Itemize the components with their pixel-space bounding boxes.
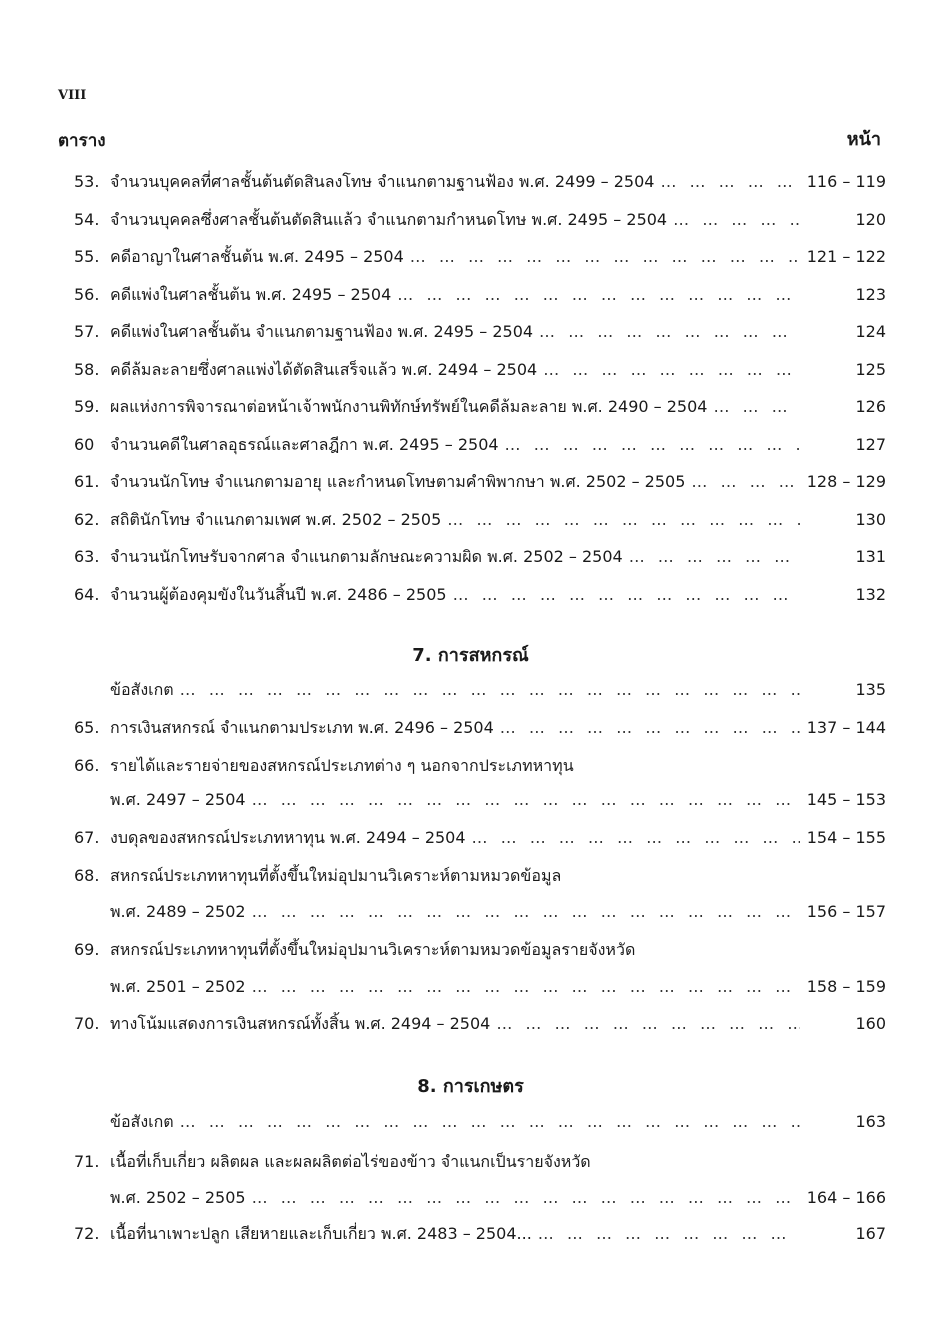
page-number: 163 (855, 1112, 886, 1131)
page-roman-numeral: VIII (58, 88, 87, 103)
column-header-page: หน้า (846, 129, 881, 150)
page-number: 127 (855, 434, 886, 454)
entry-number: 63. (74, 547, 100, 566)
entry-title: รายได้และรายจ่ายของสหกรณ์ประเภทต่าง ๆ นอกจากประเภทหาทุน (110, 756, 574, 775)
toc-entry-68-cont (74, 900, 886, 926)
page-number: 126 (855, 397, 886, 416)
entry-number: 57. (74, 322, 100, 341)
entry-title: สหกรณ์ประเภทหาทุนที่ตั้งขึ้นใหม่อุปมานวิเคราะห์ตามหมวดข้อมูลรายจังหวัด (110, 940, 636, 959)
entry-number: 68. (74, 866, 100, 885)
dot-leader (472, 828, 800, 847)
page-number: 160 (855, 1014, 886, 1033)
entry-title: สถิตินักโทษ จำแนกตามเพศ พ.ศ. 2502 – 2505 (110, 509, 442, 529)
entry-number: 60 (74, 434, 95, 454)
section-7-note-row (74, 678, 886, 704)
dot-leader (673, 210, 800, 229)
entry-title: การเงินสหกรณ์ จำแนกตามประเภท พ.ศ. 2496 – 2504 (110, 718, 494, 737)
entry-title: เนื้อที่เก็บเกี่ยว ผลิตผล และผลผลิตต่อไร่ของข้าว จำแนกเป็นรายจังหวัด (110, 1152, 591, 1171)
toc-entry-72 (74, 1222, 886, 1248)
toc-entry (74, 283, 886, 309)
dot-leader (397, 285, 800, 304)
page-number: 116 – 119 (806, 172, 886, 191)
entry-title: จำนวนคดีในศาลอุธรณ์และศาลฎีกา พ.ศ. 2495 – 2504 (110, 434, 499, 454)
entry-title: คดีล้มละลายซึ่งศาลแพ่งได้ตัดสินเสร็จแล้ว พ.ศ. 2494 – 2504 (110, 359, 538, 379)
entry-number: 56. (74, 284, 100, 304)
toc-entry-71-cont (74, 1186, 886, 1212)
toc-entry-66-cont (74, 788, 886, 814)
entry-number: 65. (74, 718, 100, 737)
page-number: 120 (855, 209, 886, 229)
toc-entry (74, 433, 886, 459)
entry-title: จำนวนนักโทษรับจากศาล จำแนกตามลักษณะความผิด พ.ศ. 2502 – 2504 (110, 547, 623, 566)
toc-entry-68 (74, 864, 886, 890)
toc-entry (74, 170, 886, 196)
dot-leader (543, 360, 800, 379)
page-number: 132 (855, 584, 886, 604)
toc-entry (74, 470, 886, 496)
toc-entry-67 (74, 826, 886, 852)
entry-title: ผลแห่งการพิจารณาต่อหน้าเจ้าพนักงานพิทักษ์ทรัพย์ในคดีล้มละลาย พ.ศ. 2490 – 2504 (110, 397, 708, 416)
entry-title: คดีแพ่งในศาลชั้นต้น พ.ศ. 2495 – 2504 (110, 284, 392, 304)
entry-title: คดีแพ่งในศาลชั้นต้น จำแนกตามฐานฟ้อง พ.ศ. 2495 – 2504 (110, 322, 534, 341)
dot-leader (660, 172, 800, 191)
page-number: 137 – 144 (806, 718, 886, 737)
dot-leader (180, 1112, 800, 1131)
page-number: 156 – 157 (806, 902, 886, 921)
page-number: 121 – 122 (806, 247, 886, 266)
entry-title-continued: พ.ศ. 2501 – 2502 (110, 977, 246, 996)
dot-leader (453, 585, 800, 604)
page-number: 125 (855, 359, 886, 379)
toc-entry-65 (74, 716, 886, 742)
entry-title: จำนวนบุคคลที่ศาลชั้นต้นตัดสินลงโทษ จำแนกตามฐานฟ้อง พ.ศ. 2499 – 2504 (110, 172, 655, 191)
dot-leader (500, 718, 800, 737)
entry-number: 62. (74, 509, 100, 529)
toc-entry-69 (74, 938, 886, 964)
dot-leader (180, 680, 800, 699)
toc-entry-70 (74, 1012, 886, 1038)
page-number: 131 (855, 547, 886, 566)
entry-number: 71. (74, 1152, 100, 1171)
page-number: 123 (855, 284, 886, 304)
entry-title-continued: พ.ศ. 2497 – 2504 (110, 790, 246, 809)
entry-number: 55. (74, 247, 100, 266)
dot-leader (447, 510, 800, 529)
page-number: 145 – 153 (806, 790, 886, 809)
dot-leader (252, 902, 800, 921)
dot-leader (496, 1014, 800, 1033)
section-7-title: 7. การสหกรณ์ (412, 645, 529, 666)
toc-entry-69-cont (74, 975, 886, 1001)
note-label: ข้อสังเกต (110, 1112, 174, 1131)
section-8-note-row (74, 1110, 886, 1136)
dot-leader (538, 1224, 800, 1243)
entry-title: สหกรณ์ประเภทหาทุนที่ตั้งขึ้นใหม่อุปมานวิเคราะห์ตามหมวดข้อมูล (110, 866, 562, 885)
entry-number: 53. (74, 172, 100, 191)
dot-leader (410, 247, 800, 266)
entry-number: 67. (74, 828, 100, 847)
entry-title: ทางโน้มแสดงการเงินสหกรณ์ทั้งสิ้น พ.ศ. 2494 – 2504 (110, 1014, 491, 1033)
entry-number: 58. (74, 359, 100, 379)
toc-entry (74, 545, 886, 571)
entry-number: 72. (74, 1224, 100, 1243)
toc-entry-71 (74, 1150, 886, 1176)
entry-title: คดีอาญาในศาลชั้นต้น พ.ศ. 2495 – 2504 (110, 247, 404, 266)
entry-number: 70. (74, 1014, 100, 1033)
dot-leader (539, 322, 800, 341)
entry-title: งบดุลของสหกรณ์ประเภทหาทุน พ.ศ. 2494 – 2504 (110, 828, 466, 847)
section-8-title: 8. การเกษตร (417, 1076, 524, 1097)
toc-entry (74, 508, 886, 534)
entry-title: เนื้อที่นาเพาะปลูก เสียหายและเก็บเกี่ยว พ.ศ. 2483 – 2504... (110, 1224, 532, 1243)
dot-leader (252, 790, 800, 809)
entry-title: จำนวนผู้ต้องคุมขังในวันสิ้นปี พ.ศ. 2486 – 2505 (110, 584, 447, 604)
dot-leader (505, 435, 800, 454)
page-number: 128 – 129 (806, 472, 886, 491)
entry-number: 64. (74, 584, 100, 604)
dot-leader (629, 547, 800, 566)
note-label: ข้อสังเกต (110, 680, 174, 699)
page-number: 167 (855, 1224, 886, 1243)
page-number: 158 – 159 (806, 977, 886, 996)
toc-entry (74, 395, 886, 421)
entry-number: 66. (74, 756, 100, 775)
toc-entry-66 (74, 754, 886, 780)
entry-number: 61. (74, 472, 100, 491)
toc-entry (74, 208, 886, 234)
page-number: 124 (855, 322, 886, 341)
dot-leader (713, 397, 800, 416)
toc-entry (74, 320, 886, 346)
page-number: 154 – 155 (806, 828, 886, 847)
entry-title-continued: พ.ศ. 2502 – 2505 (110, 1188, 246, 1207)
entry-number: 59. (74, 397, 100, 416)
toc-entry (74, 245, 886, 271)
entry-title: จำนวนบุคคลซึ่งศาลชั้นต้นตัดสินแล้ว จำแนกตามกำหนดโทษ พ.ศ. 2495 – 2504 (110, 209, 668, 229)
page-number: 164 – 166 (806, 1188, 886, 1207)
entry-number: 54. (74, 209, 100, 229)
page-number: 135 (855, 680, 886, 699)
dot-leader (252, 1188, 800, 1207)
dot-leader (691, 472, 800, 491)
toc-entry (74, 358, 886, 384)
entry-number: 69. (74, 940, 100, 959)
dot-leader (252, 977, 800, 996)
page-number: 130 (855, 509, 886, 529)
entry-title-continued: พ.ศ. 2489 – 2502 (110, 902, 246, 921)
column-header-table: ตาราง (58, 131, 106, 151)
entry-title: จำนวนนักโทษ จำแนกตามอายุ และกำหนดโทษตามคำพิพากษา พ.ศ. 2502 – 2505 (110, 472, 686, 491)
toc-entry (74, 583, 886, 609)
